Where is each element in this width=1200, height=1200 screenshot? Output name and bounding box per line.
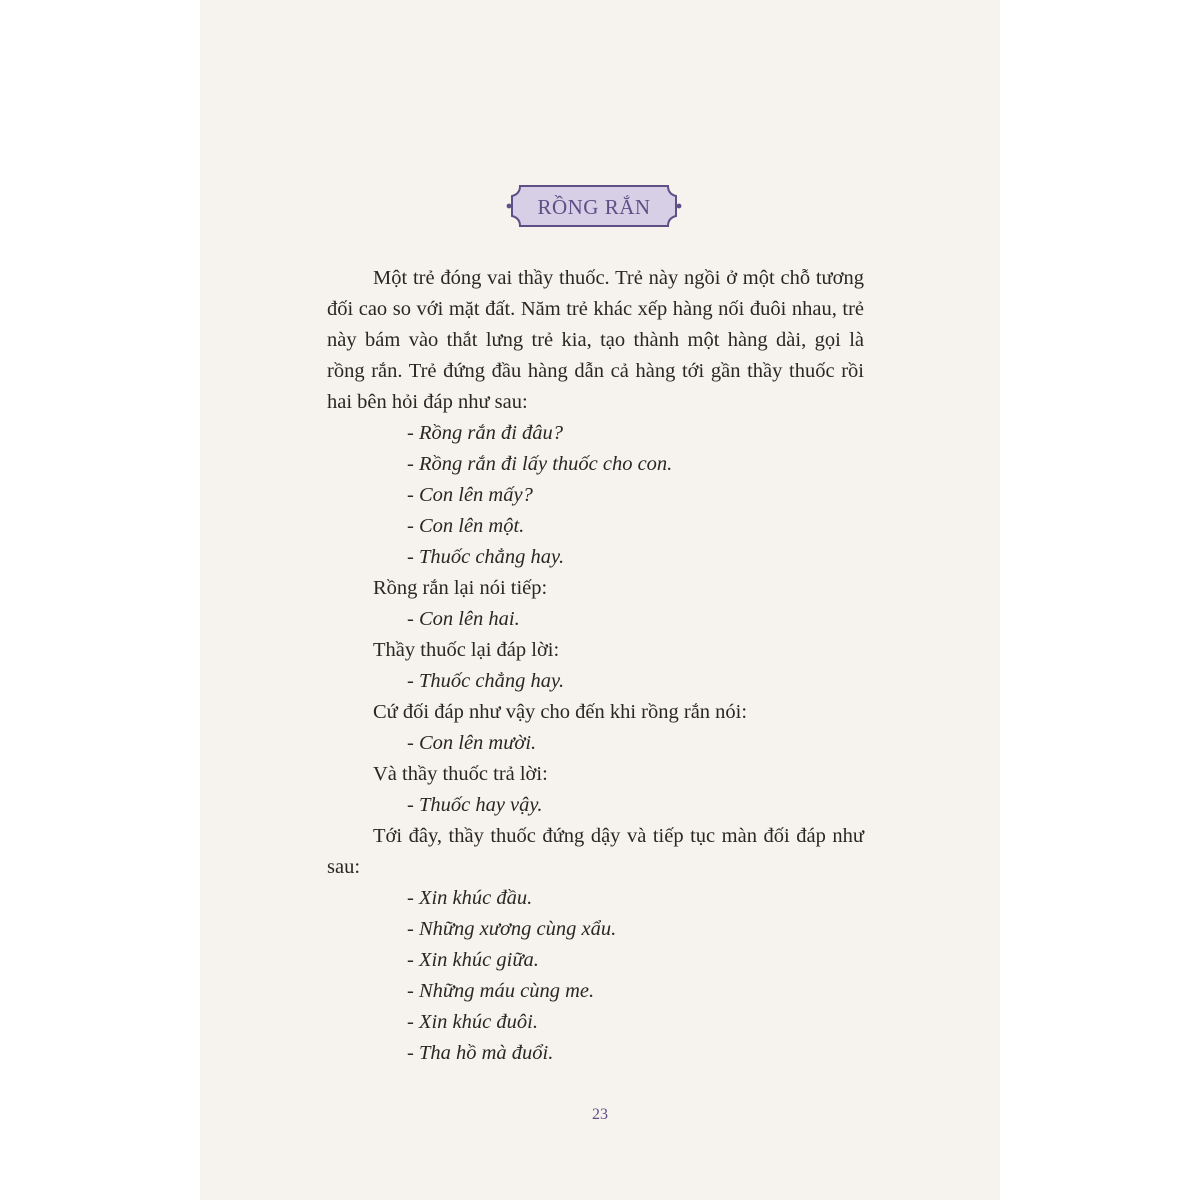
paragraph: Một trẻ đóng vai thầy thuốc. Trẻ này ngồi ở một chỗ tương đối cao so với mặt đất. Năm trẻ khác xếp hàng nối đuôi nhau, trẻ này bám vào thắt lưng trẻ kia, tạo thành một hàng dài, gọi là rồng rắn. Trẻ đứng đầu hàng dẫn cả hàng tới gần thầy thuốc rồi hai bên hỏi đáp như sau: xyxy=(327,267,864,413)
page-number: 23 xyxy=(592,1106,608,1123)
dialog-line: - Rồng rắn đi lấy thuốc cho con. xyxy=(407,453,673,475)
paragraph: Tới đây, thầy thuốc đứng dậy và tiếp tục màn đối đáp như sau: xyxy=(327,825,864,878)
narration-line: Và thầy thuốc trả lời: xyxy=(373,763,548,785)
book-page xyxy=(200,0,1000,1200)
title-plate xyxy=(506,183,682,229)
dialog-line: - Tha hồ mà đuổi. xyxy=(407,1042,554,1064)
dialog-line: - Thuốc hay vậy. xyxy=(407,794,543,816)
narration-line: Rồng rắn lại nói tiếp: xyxy=(373,577,548,599)
narration-line: Thầy thuốc lại đáp lời: xyxy=(373,639,560,661)
dialog-line: - Những máu cùng me. xyxy=(407,980,595,1002)
dialog-line: - Xin khúc đầu. xyxy=(407,887,533,909)
page-title: RỒNG RẮN xyxy=(537,195,651,219)
narration-line: Cứ đối đáp như vậy cho đến khi rồng rắn nói: xyxy=(373,701,748,723)
dialog-line: - Con lên hai. xyxy=(407,608,520,630)
dialog-line: - Những xương cùng xẩu. xyxy=(407,918,617,940)
dialog-line: - Con lên mười. xyxy=(407,732,537,754)
dialog-line: - Xin khúc đuôi. xyxy=(407,1011,538,1033)
body-text xyxy=(327,263,864,1069)
dialog-line: - Rồng rắn đi đâu? xyxy=(407,422,564,444)
dialog-line: - Con lên một. xyxy=(407,515,525,537)
dialog-line: - Thuốc chẳng hay. xyxy=(407,546,565,568)
dialog-line: - Thuốc chẳng hay. xyxy=(407,670,565,692)
dialog-line: - Xin khúc giữa. xyxy=(407,949,539,971)
dialog-line: - Con lên mấy? xyxy=(407,484,533,506)
